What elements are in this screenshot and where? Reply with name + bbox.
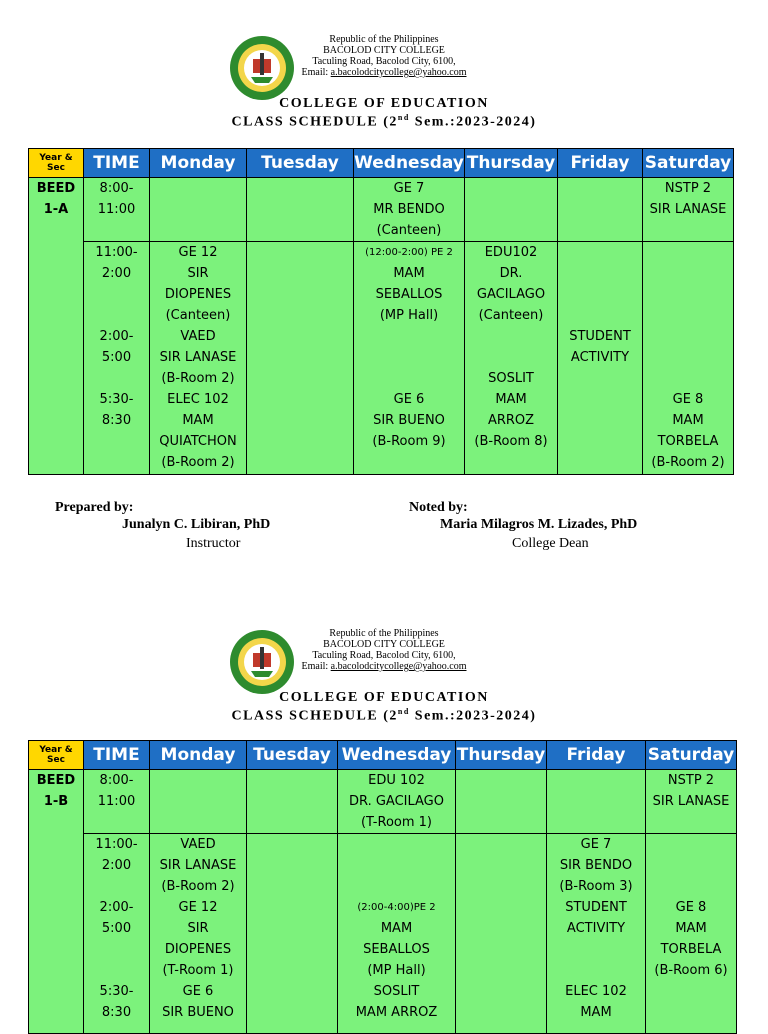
letterhead — [0, 28, 768, 130]
prepared-title: Instructor — [186, 536, 241, 551]
tuesday-cell — [247, 242, 354, 475]
col-monday: Monday — [150, 741, 247, 770]
college-title: COLLEGE OF EDUCATION — [279, 96, 489, 111]
school-name: BACOLOD CITY COLLEGE — [323, 45, 445, 56]
tuesday-cell — [247, 770, 338, 834]
email-link[interactable]: a.bacolodcitycollege@yahoo.com — [330, 67, 467, 78]
address-text: Taculing Road, Bacolod City, 6100, — [312, 56, 456, 67]
col-tuesday: Tuesday — [247, 149, 354, 178]
noted-title: College Dean — [512, 536, 589, 551]
header-row — [29, 741, 737, 770]
monday-cell — [150, 770, 247, 834]
col-time: TIME — [84, 149, 150, 178]
monday-cell — [150, 178, 247, 242]
tuesday-cell — [247, 834, 338, 1034]
email-label: Email: — [301, 67, 331, 78]
time-cell: 8:00- 11:00 — [84, 178, 150, 242]
noted-by — [409, 500, 468, 516]
thursday-cell — [456, 834, 547, 1034]
college-seal-logo — [229, 629, 295, 695]
republic-text: Republic of the Philippines — [329, 34, 439, 45]
col-time: TIME — [84, 741, 150, 770]
schedule-title: CLASS SCHEDULE (2nd Sem.:2023-2024) — [231, 707, 537, 724]
col-friday: Friday — [547, 741, 646, 770]
thursday-cell — [456, 770, 547, 834]
saturday-cell: GE 8 MAM TORBELA (B-Room 2) — [643, 242, 734, 475]
school-name: BACOLOD CITY COLLEGE — [323, 639, 445, 650]
schedule-block-b — [0, 622, 768, 1020]
col-year-sec: Year & Sec — [29, 149, 84, 178]
col-thursday: Thursday — [465, 149, 558, 178]
letterhead — [0, 622, 768, 724]
table-row — [29, 178, 734, 242]
email-link[interactable]: a.bacolodcitycollege@yahoo.com — [330, 661, 467, 672]
time-cell: 8:00- 11:00 — [84, 770, 150, 834]
address-text: Taculing Road, Bacolod City, 6100, — [312, 650, 456, 661]
noted-label: Noted by: — [409, 500, 468, 515]
wednesday-cell: EDU 102 DR. GACILAGO (T-Room 1) — [338, 770, 456, 834]
school-address — [298, 34, 470, 78]
school-address — [298, 628, 470, 672]
schedule-title: CLASS SCHEDULE (2nd Sem.:2023-2024) — [231, 113, 537, 130]
saturday-cell: NSTP 2 SIR LANASE — [646, 770, 737, 834]
col-year-sec: Year & Sec — [29, 741, 84, 770]
friday-cell — [558, 178, 643, 242]
time-cell: 11:00- 2:00 2:00- 5:00 5:30- 8:30 — [84, 834, 150, 1034]
col-wednesday: Wednesday — [354, 149, 465, 178]
col-tuesday: Tuesday — [247, 741, 338, 770]
prepared-name: Junalyn C. Libiran, PhD — [122, 517, 271, 532]
col-monday: Monday — [150, 149, 247, 178]
prepared-by — [55, 500, 133, 516]
section-cell: BEED 1-A — [29, 178, 84, 475]
friday-cell — [547, 770, 646, 834]
thursday-cell: EDU102 DR. GACILAGO (Canteen) SOSLIT MAM ARROZ (B-Room 8) — [465, 242, 558, 475]
table-row — [29, 770, 737, 834]
monday-cell: VAED SIR LANASE (B-Room 2) GE 12 SIR DIOPENES (T-Room 1) GE 6 SIR BUENO — [150, 834, 247, 1034]
table-row — [29, 834, 737, 1034]
tuesday-cell — [247, 178, 354, 242]
col-wednesday: Wednesday — [338, 741, 456, 770]
section-cell: BEED 1-B — [29, 770, 84, 1034]
wednesday-cell: (12:00-2:00) PE 2 MAM SEBALLOS (MP Hall) GE 6 SIR BUENO (B-Room 9) — [354, 242, 465, 475]
prepared-label: Prepared by: — [55, 500, 134, 515]
time-cell: 11:00- 2:00 2:00- 5:00 5:30- 8:30 — [84, 242, 150, 475]
email-label: Email: — [301, 661, 331, 672]
wednesday-cell: (2:00-4:00)PE 2 MAM SEBALLOS (MP Hall) SOSLIT MAM ARROZ — [338, 834, 456, 1034]
college-seal-logo — [229, 35, 295, 101]
friday-cell: GE 7 SIR BENDO (B-Room 3) STUDENT ACTIVITY ELEC 102 MAM — [547, 834, 646, 1034]
college-title: COLLEGE OF EDUCATION — [279, 690, 489, 705]
thursday-cell — [465, 178, 558, 242]
col-friday: Friday — [558, 149, 643, 178]
saturday-cell: NSTP 2 SIR LANASE — [643, 178, 734, 242]
friday-cell: STUDENT ACTIVITY — [558, 242, 643, 475]
col-thursday: Thursday — [456, 741, 547, 770]
wednesday-cell: GE 7 MR BENDO (Canteen) — [354, 178, 465, 242]
monday-cell: GE 12 SIR DIOPENES (Canteen) VAED SIR LANASE (B-Room 2) ELEC 102 MAM QUIATCHON (B-Room 2) — [150, 242, 247, 475]
header-row — [29, 149, 734, 178]
schedule-block-a — [0, 28, 768, 470]
republic-text: Republic of the Philippines — [329, 628, 439, 639]
schedule-table-b — [28, 740, 737, 1034]
saturday-cell: GE 8 MAM TORBELA (B-Room 6) — [646, 834, 737, 1034]
col-saturday: Saturday — [643, 149, 734, 178]
noted-name: Maria Milagros M. Lizades, PhD — [440, 517, 638, 532]
col-saturday: Saturday — [646, 741, 737, 770]
table-row — [29, 242, 734, 475]
schedule-table-a — [28, 148, 734, 475]
